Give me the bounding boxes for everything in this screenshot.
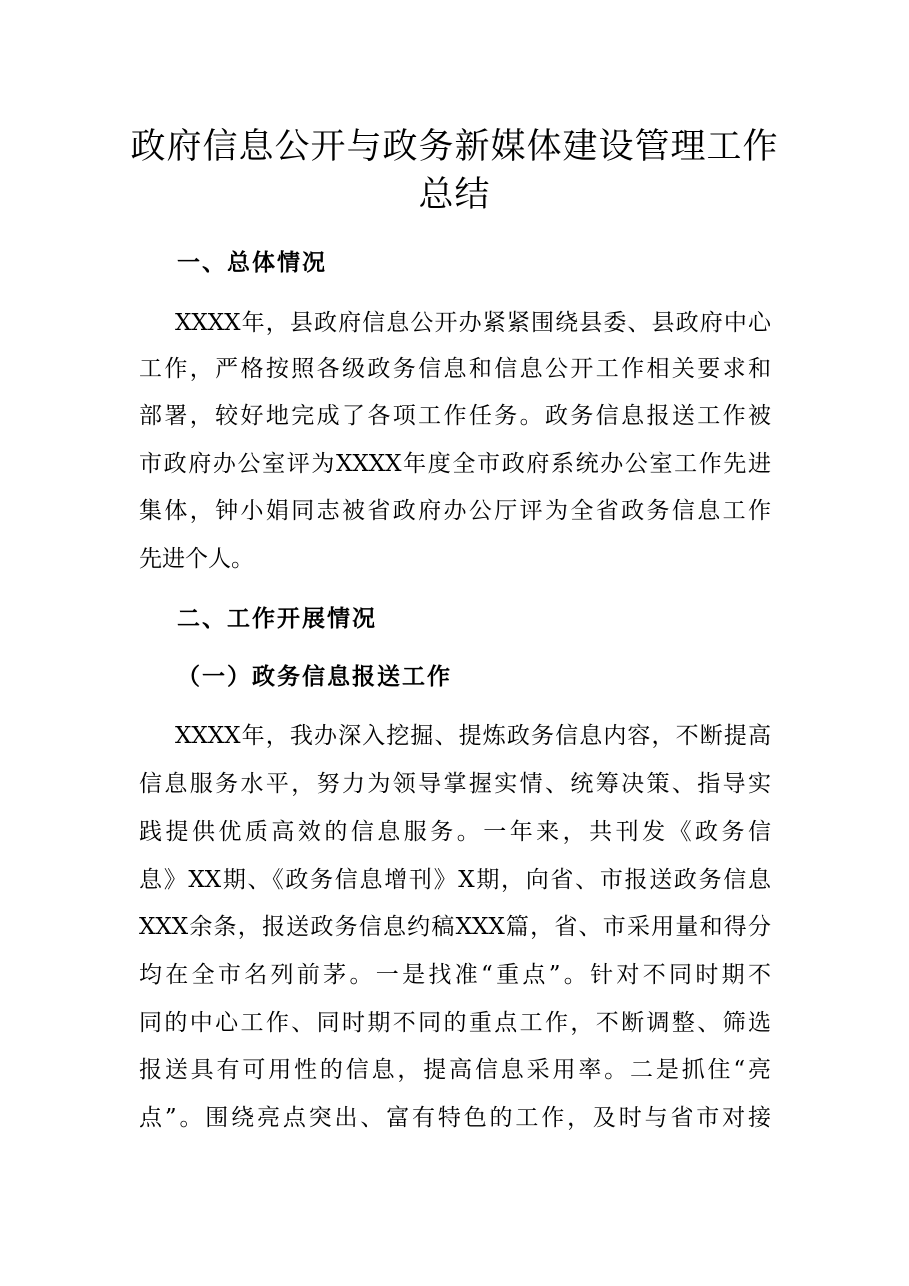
subsection-1-line-1: XXXX年，我办深入挖掘、提炼政务信息内容，不断提高 (175, 723, 771, 749)
subsection-1-line-4: 息》XX期、《政务信息增刊》X期，向省、市报送政务信息 (139, 867, 771, 893)
section-1-line-1: XXXX年，县政府信息公开办紧紧围绕县委、县政府中心 (175, 310, 771, 336)
section-1-line-2: 工作，严格按照各级政务信息和信息公开工作相关要求和 (139, 356, 771, 382)
document-title-line-2: 总结 (418, 175, 491, 215)
subsection-1-line-3: 践提供优质高效的信息服务。一年来，共刊发《政务信 (139, 819, 771, 845)
section-2-heading: 二、工作开展情况 (177, 606, 377, 632)
subsection-1-line-9: 点”。围绕亮点突出、富有特色的工作，及时与省市对接 (139, 1105, 771, 1131)
document-title-line-1: 政府信息公开与政务新媒体建设管理工作 (130, 127, 779, 167)
section-1-line-3: 部署，较好地完成了各项工作任务。政务信息报送工作被 (139, 403, 771, 429)
section-1-heading: 一、总体情况 (177, 250, 327, 276)
subsection-1-line-5: XXX余条，报送政务信息约稿XXX篇，省、市采用量和得分 (139, 914, 771, 940)
subsection-1-line-8: 报送具有可用性的信息，提高信息采用率。二是抓住“亮 (139, 1057, 771, 1083)
subsection-1-line-6: 均在全市名列前茅。一是找准“重点”。针对不同时期不 (139, 962, 771, 988)
section-1-line-5: 集体，钟小娟同志被省政府办公厅评为全省政务信息工作 (139, 498, 771, 524)
subsection-1-line-2: 信息服务水平，努力为领导掌握实情、统筹决策、指导实 (139, 771, 771, 797)
section-1-line-6: 先进个人。 (139, 546, 254, 572)
subsection-1-heading: （一）政务信息报送工作 (177, 664, 452, 690)
subsection-1-line-7: 同的中心工作、同时期不同的重点工作，不断调整、筛选 (139, 1010, 771, 1036)
section-1-line-4: 市政府办公室评为XXXX年度全市政府系统办公室工作先进 (139, 451, 771, 477)
